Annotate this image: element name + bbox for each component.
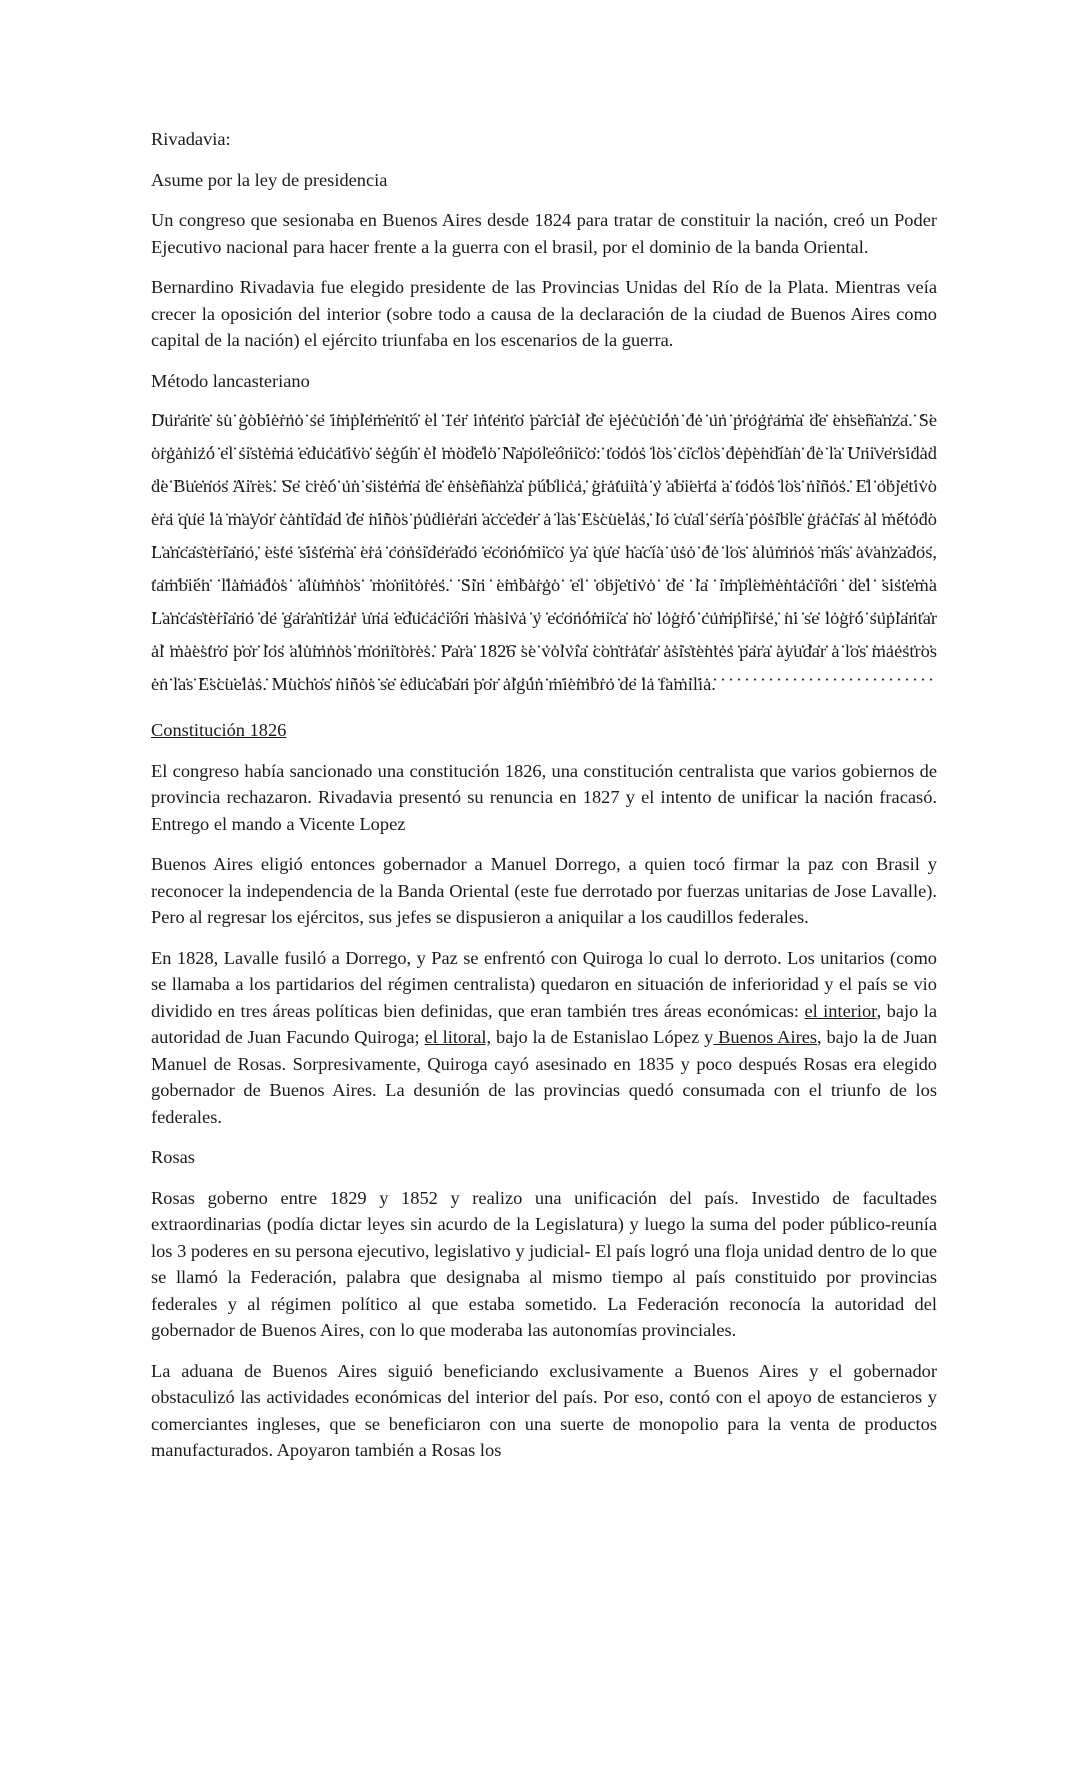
paragraph-rivadavia: Bernardino Rivadavia fue elegido presidente de las Provincias Unidas del Río de la Plata. Mientras veía crecer la oposición del interior (sobre todo a causa de la declaración de la ciudad de Buenos Aires como capital de la nación) el ejército triunfaba en los escenarios de la guerra. [151, 277, 937, 350]
paragraph-metodo-dotted: Durante su gobierno se implementó el 1er intento parcial de ejecución de un programa de enseñanza. Se organizó el sistema educativo según el modelo Napoleónico: todos los ciclos dependían de la Universidad de Buenos Aires. Se creó un sistema de enseñanza pública, gratuita y abierta a todos los niños. El objetivo era que la mayor cantidad de niños pudieran acceder a las Escuelas, lo cual sería posible gracias al método Lancasteriano, este sistema era considerado económico ya que hacía uso de los alumnos más avanzados, también llamados alumnos monitores. Sin embargo el objetivo de la implementación del sistema Lancasteriano de garantizar una educación masiva y económica no logró cumplirse, ni se logró suplantar al maestro por los alumnos monitores. Para 1826 se volvía contratar asistentes para ayudar a los maestros en las Escuelas. Muchos niños se educaban por algún miembro de la familia. [151, 396, 937, 701]
document-body [151, 126, 937, 1478]
title: Rivadavia: [151, 129, 231, 149]
underlined-litoral: el litoral, [424, 1027, 492, 1047]
paragraph-rosas-2: La aduana de Buenos Aires siguió beneficiando exclusivamente a Buenos Aires y el gobernador obstaculizó las actividades económicas del interior del país. Por eso, contó con el apoyo de estancieros y comerciantes ingleses, que se beneficiaron con una suerte de monopolio para la venta de productos manufacturados. Apoyaron también a Rosas los [151, 1360, 937, 1460]
heading-constitucion: Constitución 1826 [151, 720, 287, 740]
heading-metodo: Método lancasteriano [151, 370, 310, 391]
underlined-buenos-aires: Buenos Aires [713, 1027, 818, 1047]
text-segment: bajo la de Estanislao López y [491, 1027, 714, 1047]
subtitle: Asume por la ley de presidencia [151, 169, 388, 190]
heading-rosas: Rosas [151, 1147, 195, 1167]
paragraph-constitucion-1: El congreso había sancionado una constitución 1826, una constitución centralista que varios gobiernos de provincia rechazaron. Rivadavia presentó su renuncia en 1827 y el intento de unificar la nación fracasó. Entrego el mando a Vicente Lopez [151, 760, 937, 834]
text-segment: , bajo la autoridad de Juan Facundo Quiroga; [151, 1000, 938, 1047]
paragraph-constitucion-2: Buenos Aires eligió entonces gobernador a Manuel Dorrego, a quien tocó firmar la paz con Brasil y reconocer la independencia de la Banda Oriental (este fue derrotado por fuerzas unitarias de Jose Lavalle). Pero al regresar los ejércitos, sus jefes se dispusieron a aniquilar a los caudillos federales. [151, 854, 937, 927]
underlined-interior: el interior [804, 1000, 877, 1021]
text-segment: En 1828, Lavalle fusiló a Dorrego, y Paz se enfrentó con Quiroga lo cual lo derroto. Los unitarios (como se llamaba a los partidarios del régimen centralista) quedaron en situación de inferioridad y el país se vio dividido en tres áreas políticas bien definidas, que eran también tres áreas económicas: [151, 947, 937, 1021]
text-segment: , bajo la de Juan Manuel de Rosas. Sorpresivamente, Quiroga cayó asesinado en 1835 y poco después Rosas era elegido gobernador de Buenos Aires. La desunión de las provincias quedó consumada con el triunfo de los federales. [151, 1027, 938, 1127]
paragraph-rosas-1: Rosas goberno entre 1829 y 1852 y realizo una unificación del país. Investido de facultades extraordinarias (podía dictar leyes sin acurdo de la Legislatura) y luego la suma del poder público-reunía los 3 poderes en su persona ejecutivo, legislativo y judicial- El país logró una floja unidad dentro de lo que se llamó la Federación, palabra que designaba al mismo tiempo al país constituido por provincias federales y al régimen político al que estaba sometido. La Federación reconocía la autoridad del gobernador de Buenos Aires, con lo que moderaba las autonomías provinciales. [151, 1187, 937, 1340]
paragraph-congreso: Un congreso que sesionaba en Buenos Aires desde 1824 para tratar de constituir la nación, creó un Poder Ejecutivo nacional para hacer frente a la guerra con el brasil, por el dominio de la banda Oriental. [151, 210, 937, 257]
paragraph-constitucion-3 [151, 945, 937, 1131]
